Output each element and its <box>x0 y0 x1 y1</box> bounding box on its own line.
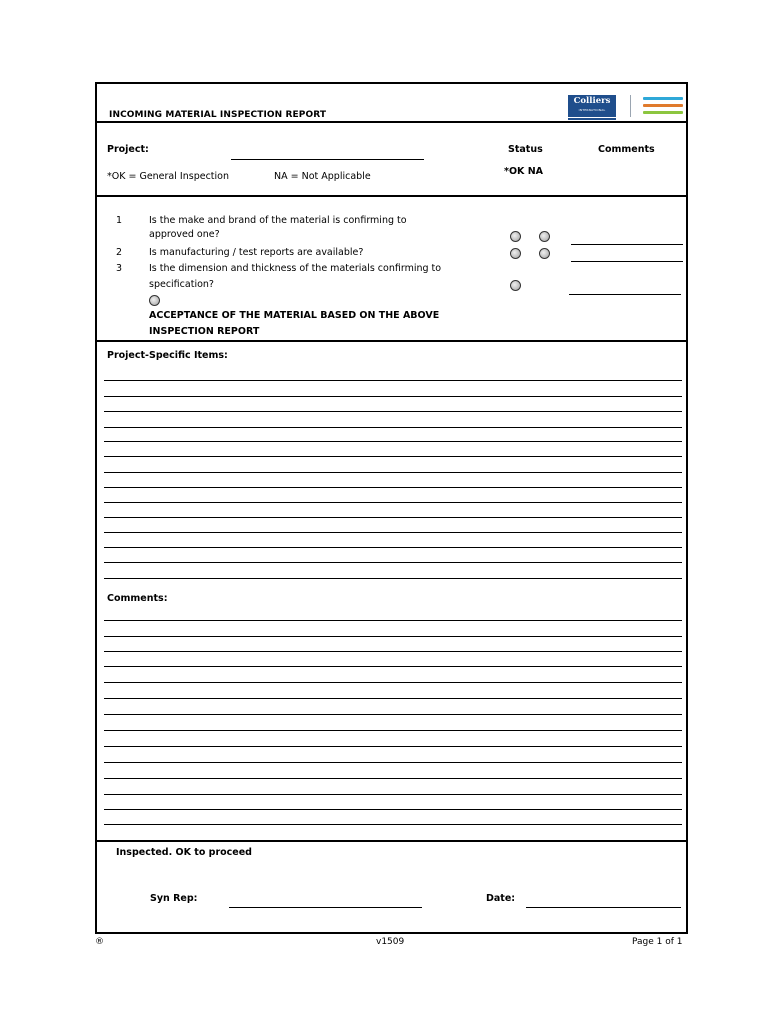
item-1-text-cont: approved one? <box>149 229 220 240</box>
project-items-line[interactable] <box>104 411 682 412</box>
signoff-divider <box>97 840 686 842</box>
comments-line[interactable] <box>104 762 682 763</box>
project-items-line[interactable] <box>104 502 682 503</box>
item-3-number: 3 <box>116 263 123 274</box>
item-1-comment-field[interactable] <box>571 244 683 245</box>
item-3-comment-field[interactable] <box>569 294 681 295</box>
acceptance-text: ACCEPTANCE OF THE MATERIAL BASED ON THE ABOVE <box>149 310 440 321</box>
checklist-divider <box>97 340 686 342</box>
item-1-ok-radio[interactable] <box>510 231 521 242</box>
inspection-form <box>95 82 688 934</box>
legend-ok: *OK = General Inspection <box>107 171 229 182</box>
project-items-line[interactable] <box>104 547 682 548</box>
comments-line[interactable] <box>104 794 682 795</box>
footer-mark: ® <box>95 937 104 947</box>
comments-label: Comments: <box>107 593 168 604</box>
item-2-text: Is manufacturing / test reports are available? <box>149 247 364 258</box>
header-divider <box>97 121 686 123</box>
status-label: Status <box>508 144 543 155</box>
info-divider <box>97 195 686 197</box>
item-1-text: Is the make and brand of the material is confirming to <box>149 215 407 226</box>
item-2-number: 2 <box>116 247 123 258</box>
item-2-na-radio[interactable] <box>539 248 550 259</box>
syn-rep-field[interactable] <box>229 907 422 908</box>
item-1-number: 1 <box>116 215 123 226</box>
comments-line[interactable] <box>104 666 682 667</box>
project-items-line[interactable] <box>104 456 682 457</box>
report-title: INCOMING MATERIAL INSPECTION REPORT <box>109 110 327 120</box>
brand-stripe-green <box>643 111 683 114</box>
date-field[interactable] <box>526 907 681 908</box>
footer-version: v1509 <box>376 937 405 947</box>
comments-line[interactable] <box>104 824 682 825</box>
project-items-line[interactable] <box>104 396 682 397</box>
project-items-label: Project-Specific Items: <box>107 350 228 361</box>
inspected-label: Inspected. OK to proceed <box>116 847 252 858</box>
logo-underline <box>568 118 616 120</box>
footer-page-number: Page 1 of 1 <box>632 937 683 947</box>
comments-line[interactable] <box>104 714 682 715</box>
project-items-line[interactable] <box>104 472 682 473</box>
project-items-line[interactable] <box>104 487 682 488</box>
project-items-line[interactable] <box>104 517 682 518</box>
date-label: Date: <box>486 893 516 904</box>
project-items-line[interactable] <box>104 427 682 428</box>
project-items-line[interactable] <box>104 380 682 381</box>
status-codes: *OK NA <box>504 166 544 177</box>
item-2-comment-field[interactable] <box>571 261 683 262</box>
item-3-text: Is the dimension and thickness of the materials confirming to <box>149 263 442 274</box>
colliers-logo <box>568 95 616 117</box>
project-items-line[interactable] <box>104 441 682 442</box>
project-field[interactable] <box>231 159 424 160</box>
acceptance-radio[interactable] <box>149 295 160 306</box>
comments-line[interactable] <box>104 651 682 652</box>
comments-line[interactable] <box>104 620 682 621</box>
project-items-line[interactable] <box>104 578 682 579</box>
item-3-ok-radio[interactable] <box>510 280 521 291</box>
logo-text: Colliers <box>573 96 611 106</box>
comments-line[interactable] <box>104 698 682 699</box>
legend-na: NA = Not Applicable <box>274 171 371 182</box>
comments-line[interactable] <box>104 746 682 747</box>
comments-line[interactable] <box>104 636 682 637</box>
item-2-ok-radio[interactable] <box>510 248 521 259</box>
brand-stripe-blue <box>643 97 683 100</box>
project-items-line[interactable] <box>104 562 682 563</box>
comments-line[interactable] <box>104 809 682 810</box>
project-items-line[interactable] <box>104 532 682 533</box>
project-label: Project: <box>107 144 149 155</box>
comments-line[interactable] <box>104 682 682 683</box>
brand-stripe-orange <box>643 104 683 107</box>
syn-rep-label: Syn Rep: <box>150 893 198 904</box>
comments-line[interactable] <box>104 778 682 779</box>
logo-divider <box>630 95 631 117</box>
item-1-na-radio[interactable] <box>539 231 550 242</box>
acceptance-text-cont: INSPECTION REPORT <box>149 326 260 337</box>
comments-header: Comments <box>598 144 655 155</box>
item-3-text-cont: specification? <box>149 279 214 290</box>
comments-line[interactable] <box>104 730 682 731</box>
logo-subtext: INTERNATIONAL <box>578 108 606 112</box>
